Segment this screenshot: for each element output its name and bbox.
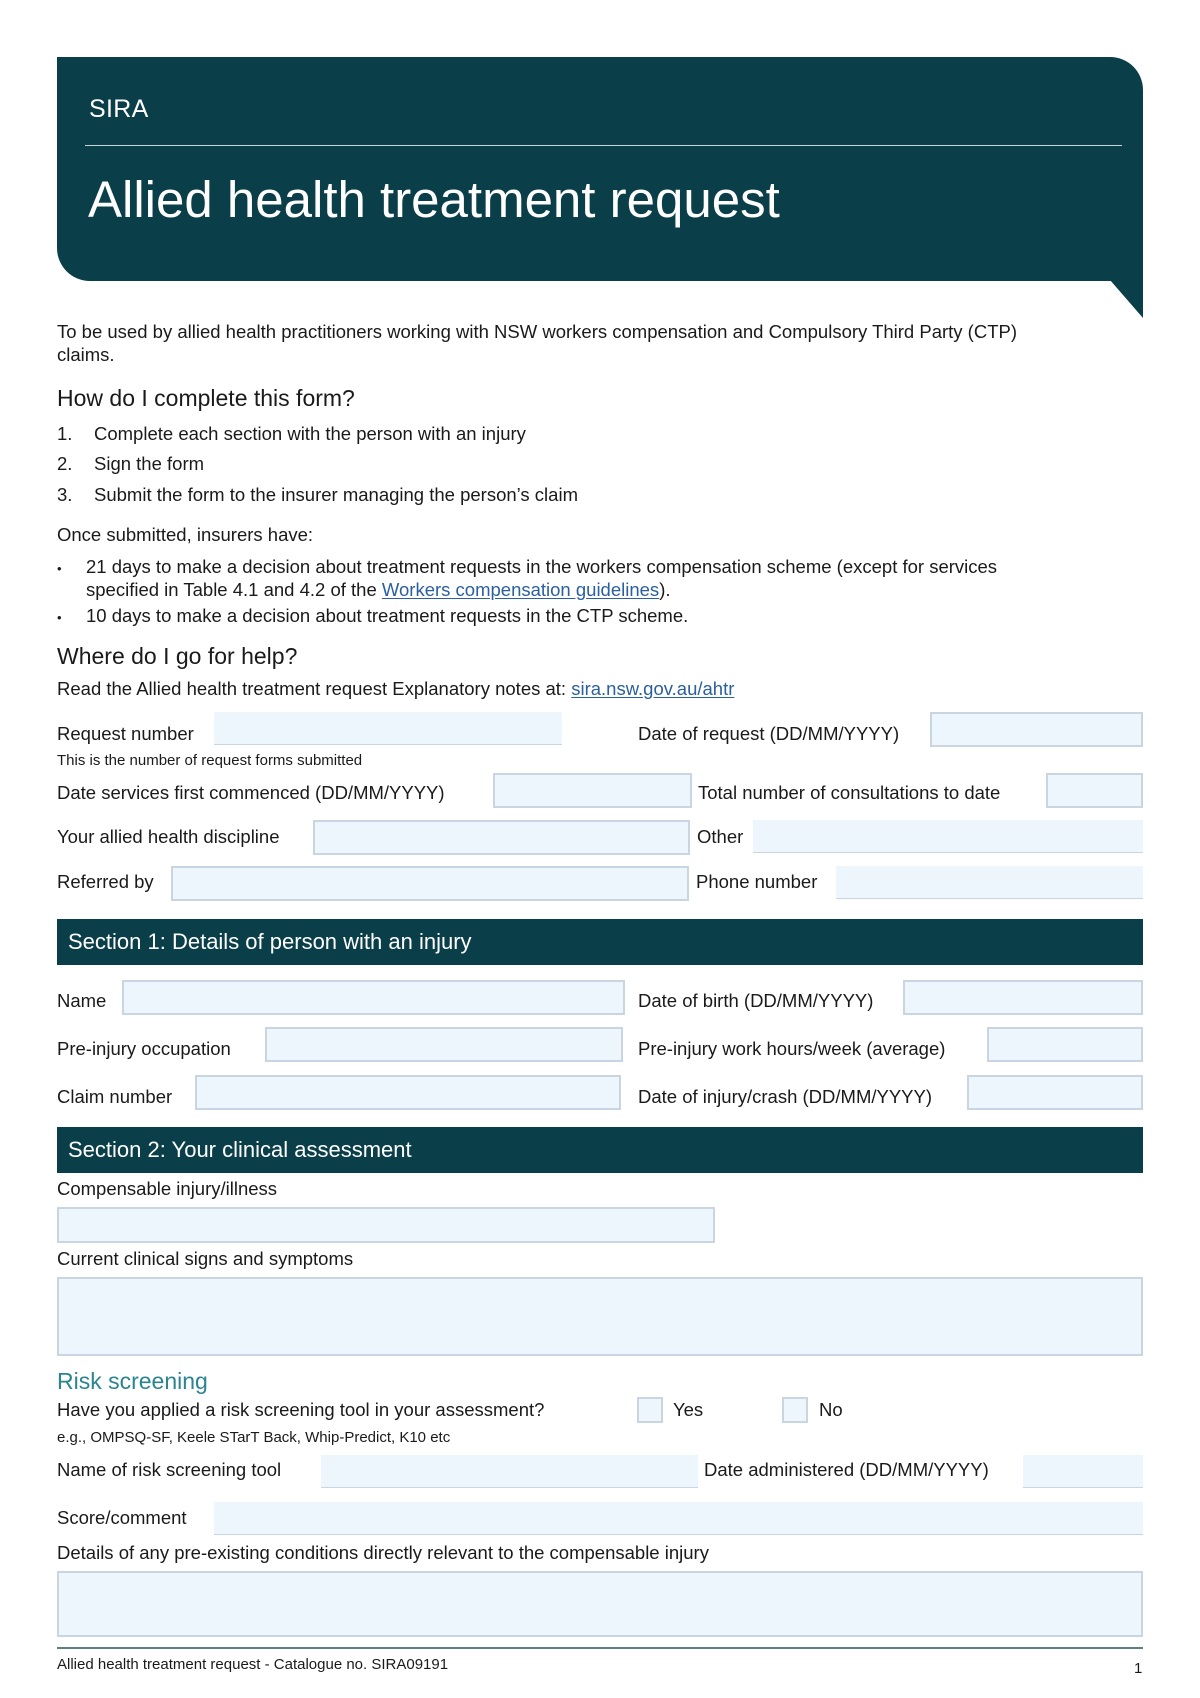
bullet-icon: • [57, 610, 62, 625]
total-consultations-label: Total number of consultations to date [698, 782, 1001, 803]
workers-compensation-guidelines-link[interactable]: Workers compensation guidelines [381, 579, 660, 600]
help-text-body: Read the Allied health treatment request Explanatory notes at: [57, 678, 572, 699]
phone-input[interactable] [836, 866, 1143, 899]
risk-yes-label: Yes [673, 1399, 704, 1420]
bullet-1-line2-text: specified in Table 4.1 and 4.2 of the [86, 579, 382, 600]
bullet-1 [57, 555, 998, 580]
bullet-1-line2-suffix: ). [659, 579, 671, 600]
risk-no-checkbox[interactable] [782, 1397, 808, 1423]
pre-existing-label: Details of any pre-existing conditions directly relevant to the compensable injury [57, 1542, 709, 1563]
referred-by-label: Referred by [57, 871, 154, 892]
clinical-signs-label: Current clinical signs and symptoms [57, 1248, 354, 1269]
section-2-title: Section 2: Your clinical assessment [68, 1137, 412, 1162]
occupation-label: Pre-injury occupation [57, 1038, 231, 1059]
tool-name-label: Name of risk screening tool [57, 1459, 282, 1480]
section-1-title: Section 1: Details of person with an injury [68, 929, 472, 954]
risk-screening-heading: Risk screening [57, 1368, 208, 1394]
discipline-input[interactable] [313, 820, 690, 855]
work-hours-input[interactable] [987, 1027, 1143, 1062]
step-2 [57, 452, 205, 475]
score-input[interactable] [214, 1502, 1143, 1535]
occupation-input[interactable] [265, 1027, 623, 1062]
brand-name: SIRA [89, 95, 149, 123]
risk-example-text: e.g., OMPSQ-SF, Keele STarT Back, Whip-Predict, K10 etc [57, 1429, 451, 1446]
referred-by-input[interactable] [171, 866, 689, 901]
pre-existing-textarea[interactable] [57, 1571, 1143, 1637]
risk-yes-checkbox[interactable] [637, 1397, 663, 1423]
intro-text-line2: claims. [57, 344, 115, 365]
date-services-commenced-label: Date services first commenced (DD/MM/YYYY) [57, 782, 445, 803]
section-1-header [57, 919, 1143, 965]
date-of-injury-input[interactable] [967, 1075, 1143, 1110]
other-input[interactable] [753, 820, 1143, 853]
once-submitted-text: Once submitted, insurers have: [57, 524, 314, 545]
name-label: Name [57, 990, 107, 1011]
step-number: 3. [57, 484, 73, 505]
work-hours-label: Pre-injury work hours/week (average) [638, 1038, 946, 1059]
date-of-request-label: Date of request (DD/MM/YYYY) [638, 723, 900, 744]
claim-number-label: Claim number [57, 1086, 173, 1107]
step-text: Submit the form to the insurer managing the person’s claim [94, 484, 578, 505]
header-banner-tail [1110, 280, 1143, 318]
request-number-helper: This is the number of request forms submitted [57, 752, 363, 769]
step-text: Complete each section with the person with an injury [94, 423, 526, 444]
bullet-1-line1: 21 days to make a decision about treatment requests in the workers compensation scheme (except for services [86, 556, 998, 577]
step-text: Sign the form [94, 453, 205, 474]
date-administered-input[interactable] [1023, 1455, 1143, 1488]
bullet-1-line2 [86, 578, 671, 601]
compensable-injury-input[interactable] [57, 1207, 715, 1243]
step-3 [57, 483, 578, 506]
other-label: Other [697, 826, 744, 847]
footer-divider [57, 1647, 1143, 1649]
discipline-label: Your allied health discipline [57, 826, 280, 847]
request-number-input[interactable] [214, 712, 562, 745]
risk-question-label: Have you applied a risk screening tool in your assessment? [57, 1399, 545, 1420]
explanatory-notes-link[interactable]: sira.nsw.gov.au/ahtr [571, 678, 735, 699]
clinical-signs-textarea[interactable] [57, 1277, 1143, 1356]
help-heading: Where do I go for help? [57, 643, 298, 669]
bullet-2-line1: 10 days to make a decision about treatment requests in the CTP scheme. [86, 605, 689, 626]
page-number: 1 [1134, 1660, 1143, 1677]
compensable-injury-label: Compensable injury/illness [57, 1178, 278, 1199]
step-1 [57, 422, 526, 445]
date-of-injury-label: Date of injury/crash (DD/MM/YYYY) [638, 1086, 933, 1107]
bullet-icon: • [57, 561, 62, 576]
claim-number-input[interactable] [195, 1075, 621, 1110]
intro-text-line1: To be used by allied health practitioners working with NSW workers compensation and Compulsory Third Party (CTP) [57, 321, 1018, 342]
date-of-request-input[interactable] [930, 712, 1143, 747]
date-administered-label: Date administered (DD/MM/YYYY) [704, 1459, 989, 1480]
date-services-commenced-input[interactable] [493, 773, 692, 808]
dob-input[interactable] [903, 980, 1143, 1015]
help-text [57, 677, 734, 700]
section-2-header [57, 1127, 1143, 1173]
step-number: 1. [57, 423, 73, 444]
phone-label: Phone number [696, 871, 818, 892]
risk-no-label: No [819, 1399, 843, 1420]
name-input[interactable] [122, 980, 625, 1015]
how-to-heading: How do I complete this form? [57, 385, 355, 411]
header-divider [85, 145, 1122, 146]
header-banner [57, 57, 1143, 281]
step-number: 2. [57, 453, 73, 474]
dob-label: Date of birth (DD/MM/YYYY) [638, 990, 874, 1011]
score-label: Score/comment [57, 1507, 187, 1528]
footer-catalogue: Allied health treatment request - Catalogue no. SIRA09191 [57, 1656, 449, 1673]
tool-name-input[interactable] [321, 1455, 698, 1488]
bullet-2 [57, 604, 689, 629]
request-number-label: Request number [57, 723, 194, 744]
page-title: Allied health treatment request [88, 171, 780, 228]
total-consultations-input[interactable] [1046, 773, 1143, 808]
